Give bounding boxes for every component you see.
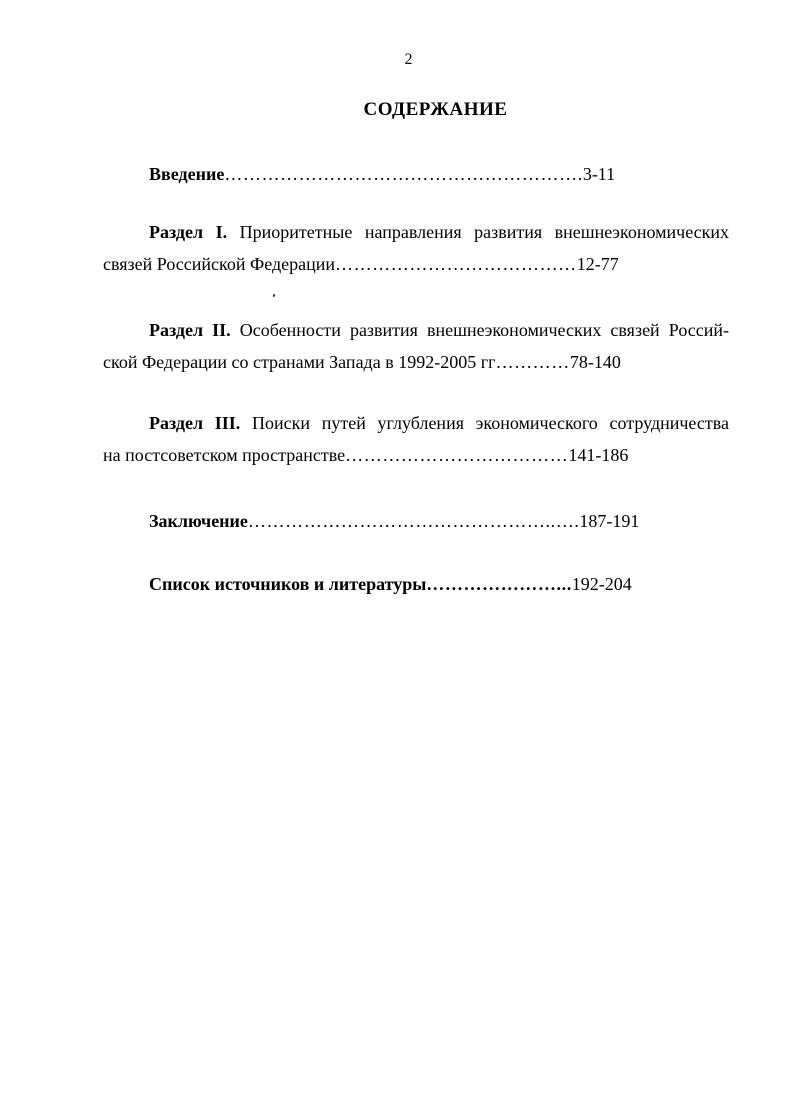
toc-entry-section-1 (103, 216, 729, 280)
toc-entry-intro (103, 158, 729, 190)
toc-entry-label: Раздел III. (149, 413, 241, 433)
toc-entry-conclusion-line (103, 505, 729, 537)
toc-entry-text: на постсоветском пространстве (103, 445, 346, 465)
toc-entry-conclusion (103, 505, 729, 537)
toc-entry-label: Введение (149, 164, 225, 184)
toc-entry-label: Список источников и литературы (149, 574, 427, 594)
toc-leader-dots: …………………………………………………. (224, 164, 583, 184)
toc-page-range: 187-191 (579, 511, 640, 531)
toc-entry-section-2 (103, 314, 729, 378)
toc-entry-section-2-line-1 (103, 314, 729, 346)
toc-entry-section-1-line-1 (103, 216, 729, 248)
toc-entry-section-2-line-2 (103, 346, 729, 378)
toc-page-range: 12-77 (576, 254, 619, 274)
toc-leader-dots: ………… (495, 352, 570, 372)
toc-leader-dots: …………………………………………..…. (247, 511, 580, 531)
toc-leader-dots: ……………………………… (345, 445, 569, 465)
toc-title: СОДЕРЖАНИЕ (363, 99, 508, 120)
toc-entry-sources-line (103, 568, 729, 600)
toc-leader-dots: …………………... (426, 574, 572, 594)
toc-leader-dots: ………………………………… (334, 254, 577, 274)
toc-entry-sources (103, 568, 729, 600)
toc-entry-label: Раздел I. (149, 222, 228, 242)
toc-entry-text: Приоритетные направления развития внешнеэкономических (239, 222, 730, 242)
toc-page-range: 78-140 (569, 352, 621, 372)
toc-entry-section-3-line-2 (103, 439, 729, 471)
scan-speck (272, 294, 275, 298)
toc-entry-text: Особенности развития внешнеэкономических связей Россий- (239, 320, 730, 340)
toc-entry-section-3 (103, 407, 729, 471)
toc-entry-section-3-line-1 (103, 407, 729, 439)
toc-entry-text: Поиски путей углубления экономического сотрудничества (252, 413, 729, 433)
toc-entry-label: Раздел II. (149, 320, 231, 340)
toc-entry-section-1-line-2 (103, 248, 729, 280)
toc-page-range: 141-186 (568, 445, 629, 465)
toc-entry-intro-line (103, 158, 729, 190)
toc-entry-text: связей Российской Федерации (103, 254, 335, 274)
toc-entry-label: Заключение (149, 511, 248, 531)
toc-entry-text: ской Федерации со странами Запада в 1992-2005 гг (103, 352, 496, 372)
page-number: 2 (404, 51, 413, 68)
toc-page-range: 192-204 (571, 574, 632, 594)
toc-page-range: 3-11 (582, 164, 616, 184)
